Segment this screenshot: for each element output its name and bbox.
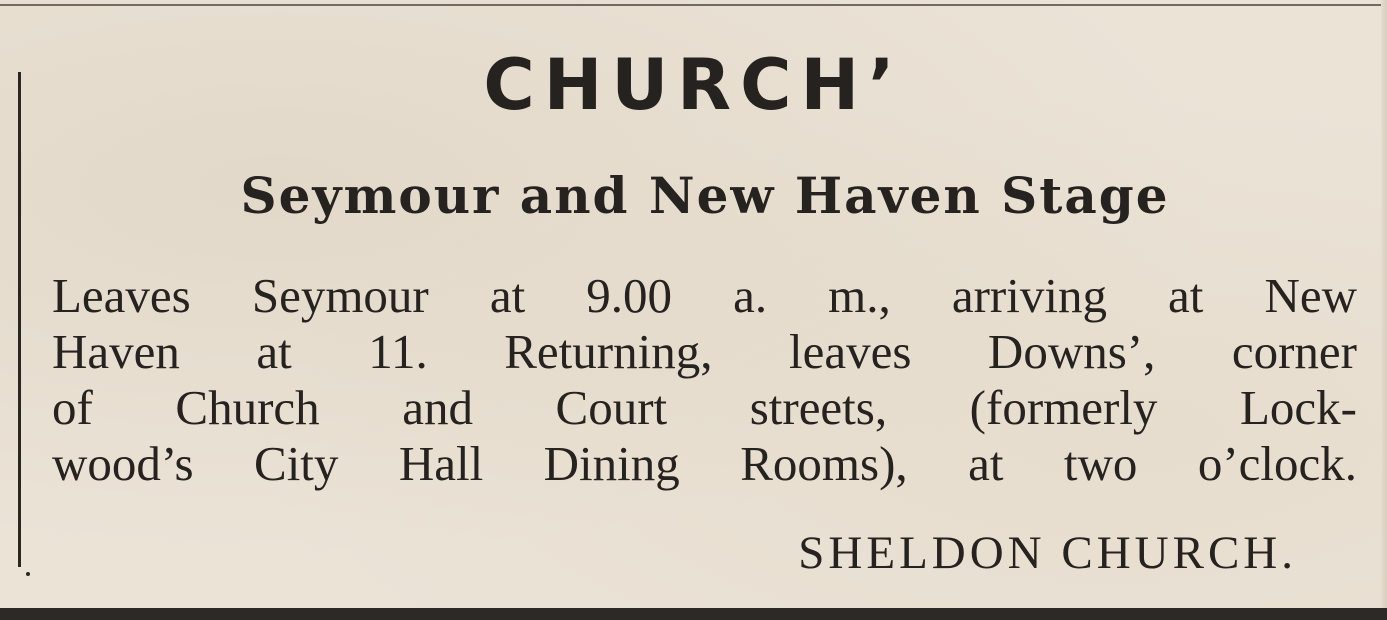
ad-body-line: of Church and Court streets, (formerly Lock-: [52, 380, 1357, 435]
ink-speck: [26, 572, 30, 576]
bottom-rule: [0, 608, 1387, 620]
ad-body: [52, 268, 1357, 492]
ad-body-line: Leaves Seymour at 9.00 a. m., arriving at New: [52, 268, 1357, 323]
ad-subtitle: Seymour and New Haven Stage: [240, 166, 1170, 225]
ad-body-line: wood’s City Hall Dining Rooms), at two o’clock.: [52, 436, 1357, 491]
ad-body-line: Haven at 11. Returning, leaves Downs’, corner: [52, 324, 1357, 379]
ad-signature: SHELDON CHURCH.: [798, 527, 1297, 579]
left-column-rule: [18, 72, 21, 567]
ad-title: CHURCH’: [483, 44, 904, 126]
top-rule: [0, 4, 1387, 6]
